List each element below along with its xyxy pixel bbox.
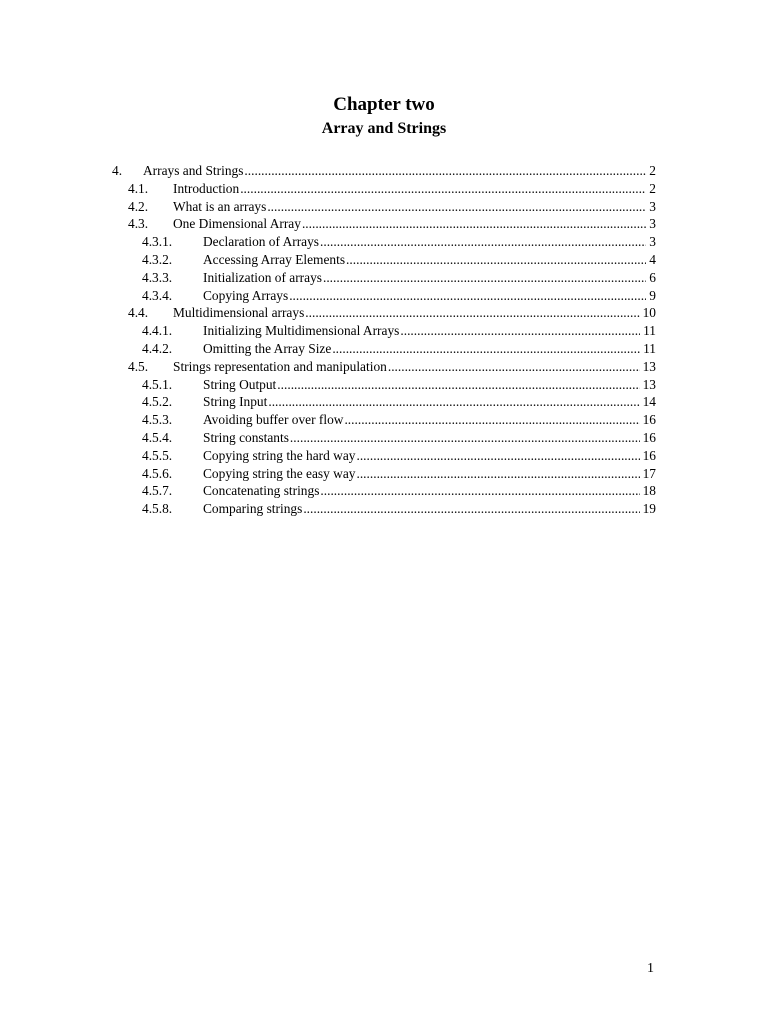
- toc-entry-body: [203, 447, 656, 465]
- toc-dot-leader: [344, 411, 639, 429]
- toc-entry-number: 4.4.: [128, 305, 149, 321]
- toc-dot-leader: [305, 304, 639, 322]
- toc-entry-body: [203, 287, 656, 305]
- toc-entry-page: 19: [642, 501, 656, 517]
- toc-entry-page: 10: [642, 305, 656, 321]
- toc-entry-number: 4.5.4.: [142, 429, 173, 445]
- toc-entry-title: Accessing Array Elements: [203, 251, 346, 267]
- toc-entry-page: 6: [649, 269, 656, 285]
- toc-entry[interactable]: [112, 304, 656, 322]
- toc-dot-leader: [323, 269, 646, 287]
- toc-entry[interactable]: [112, 376, 656, 394]
- toc-entry-title: Concatenating strings: [203, 483, 320, 499]
- toc-entry[interactable]: [112, 358, 656, 376]
- toc-entry-page: 3: [649, 234, 656, 250]
- toc-entry[interactable]: [112, 198, 656, 216]
- toc-entry-number: 4.5.8.: [142, 501, 173, 517]
- toc-entry-page: 16: [642, 412, 656, 428]
- toc-entry-title: Initialization of arrays: [203, 269, 322, 285]
- toc-entry-number: 4.3.2.: [142, 251, 173, 267]
- toc-entry-body: [203, 465, 656, 483]
- toc-entry-number: 4.4.2.: [142, 340, 173, 356]
- toc-entry-number: 4.5.3.: [142, 412, 173, 428]
- toc-entry-body: [203, 233, 656, 251]
- toc-entry-number: 4.3.4.: [142, 287, 173, 303]
- toc-dot-leader: [268, 393, 639, 411]
- toc-entry[interactable]: [112, 500, 656, 518]
- toc-entry-title: Comparing strings: [203, 501, 303, 517]
- toc-entry-title: Omitting the Array Size: [203, 340, 332, 356]
- toc-entry-title: Initializing Multidimensional Arrays: [203, 323, 400, 339]
- toc-dot-leader: [400, 322, 640, 340]
- toc-entry-page: 9: [649, 287, 656, 303]
- toc-dot-leader: [277, 376, 639, 394]
- toc-entry[interactable]: [112, 180, 656, 198]
- toc-entry-body: [203, 411, 656, 429]
- toc-entry-body: [173, 180, 656, 198]
- toc-entry[interactable]: [112, 447, 656, 465]
- toc-entry-page: 4: [649, 251, 656, 267]
- toc-entry-number: 4.5.5.: [142, 447, 173, 463]
- toc-entry-title: One Dimensional Array: [173, 216, 301, 232]
- toc-entry-number: 4.5.6.: [142, 465, 173, 481]
- toc-entry-page: 13: [642, 358, 656, 374]
- toc-entry-page: 3: [649, 216, 656, 232]
- toc-entry-number: 4.3.1.: [142, 234, 173, 250]
- chapter-title: Chapter two: [333, 94, 435, 115]
- toc-entry-body: [203, 269, 656, 287]
- page-number: 1: [647, 961, 654, 976]
- toc-entry-page: 16: [642, 429, 656, 445]
- toc-entry-number: 4.2.: [128, 198, 149, 214]
- toc-entry-title: String Input: [203, 394, 268, 410]
- toc-entry-body: [173, 304, 656, 322]
- toc-entry-number: 4.4.1.: [142, 323, 173, 339]
- toc-entry-number: 4.5.7.: [142, 483, 173, 499]
- chapter-subtitle: Array and Strings: [321, 120, 447, 137]
- toc-entry-number: 4.5.1.: [142, 376, 173, 392]
- toc-entry-body: [203, 251, 656, 269]
- toc-dot-leader: [302, 215, 646, 233]
- toc-entry-page: 11: [643, 323, 656, 339]
- toc-entry-body: [203, 429, 656, 447]
- toc-entry[interactable]: [112, 233, 656, 251]
- toc-entry-number: 4.3.3.: [142, 269, 173, 285]
- toc-dot-leader: [267, 198, 646, 216]
- toc-dot-leader: [356, 447, 639, 465]
- toc-entry[interactable]: [112, 215, 656, 233]
- toc-entry[interactable]: [112, 482, 656, 500]
- toc-entry-page: 2: [649, 163, 656, 178]
- toc-entry-page: 14: [642, 394, 656, 410]
- toc-entry-title: Copying string the hard way: [203, 447, 356, 463]
- toc-entry-body: [203, 340, 656, 358]
- toc-entry-page: 16: [642, 447, 656, 463]
- toc-entry-title: Declaration of Arrays: [203, 234, 320, 250]
- toc-entry-number: 4.1.: [128, 180, 149, 196]
- toc-dot-leader: [303, 500, 639, 518]
- toc-entry-title: Arrays and Strings: [143, 163, 244, 178]
- toc-entry-page: 13: [642, 376, 656, 392]
- toc-entry-body: [203, 376, 656, 394]
- toc-entry-body: [173, 198, 656, 216]
- toc-entry-body: [203, 322, 656, 340]
- toc-entry[interactable]: [112, 393, 656, 411]
- toc-entry-body: [203, 393, 656, 411]
- table-of-contents: [112, 162, 656, 518]
- toc-entry-number: 4.3.: [128, 216, 149, 232]
- toc-dot-leader: [356, 465, 639, 483]
- toc-entry-page: 2: [649, 180, 656, 196]
- toc-dot-leader: [320, 233, 646, 251]
- toc-entry-body: [203, 500, 656, 518]
- toc-entry[interactable]: [112, 411, 656, 429]
- toc-entry-number: 4.5.: [128, 358, 149, 374]
- toc-entry[interactable]: [112, 340, 656, 358]
- toc-entry-title: Avoiding buffer over flow: [203, 412, 344, 428]
- toc-entry-title: Copying Arrays: [203, 287, 289, 303]
- toc-entry-title: String Output: [203, 376, 277, 392]
- toc-entry-title: Multidimensional arrays: [173, 305, 305, 321]
- toc-entry-title: String constants: [203, 429, 289, 445]
- toc-dot-leader: [320, 482, 639, 500]
- toc-dot-leader: [332, 340, 640, 358]
- toc-entry-page: 18: [642, 483, 656, 499]
- toc-dot-leader: [346, 251, 646, 269]
- toc-entry-page: 11: [643, 340, 656, 356]
- toc-dot-leader: [240, 180, 646, 198]
- toc-entry-body: [173, 358, 656, 376]
- toc-entry[interactable]: [112, 162, 656, 180]
- toc-entry-title: Copying string the easy way: [203, 465, 356, 481]
- toc-entry-page: 17: [642, 465, 656, 481]
- toc-entry-title: What is an arrays: [173, 198, 267, 214]
- toc-dot-leader: [289, 287, 646, 305]
- toc-entry[interactable]: [112, 322, 656, 340]
- toc-entry-body: [143, 162, 656, 180]
- toc-entry-title: Introduction: [173, 180, 240, 196]
- toc-entry[interactable]: [112, 269, 656, 287]
- toc-dot-leader: [388, 358, 640, 376]
- toc-entry-page: 3: [649, 198, 656, 214]
- toc-dot-leader: [290, 429, 640, 447]
- toc-entry-body: [173, 215, 656, 233]
- toc-entry-title: Strings representation and manipulation: [173, 358, 387, 374]
- toc-dot-leader: [244, 162, 646, 180]
- toc-entry-body: [203, 482, 656, 500]
- toc-entry[interactable]: [112, 251, 656, 269]
- toc-entry-number: 4.: [112, 163, 123, 178]
- toc-entry-number: 4.5.2.: [142, 394, 173, 410]
- toc-entry[interactable]: [112, 465, 656, 483]
- toc-entry[interactable]: [112, 429, 656, 447]
- toc-entry[interactable]: [112, 287, 656, 305]
